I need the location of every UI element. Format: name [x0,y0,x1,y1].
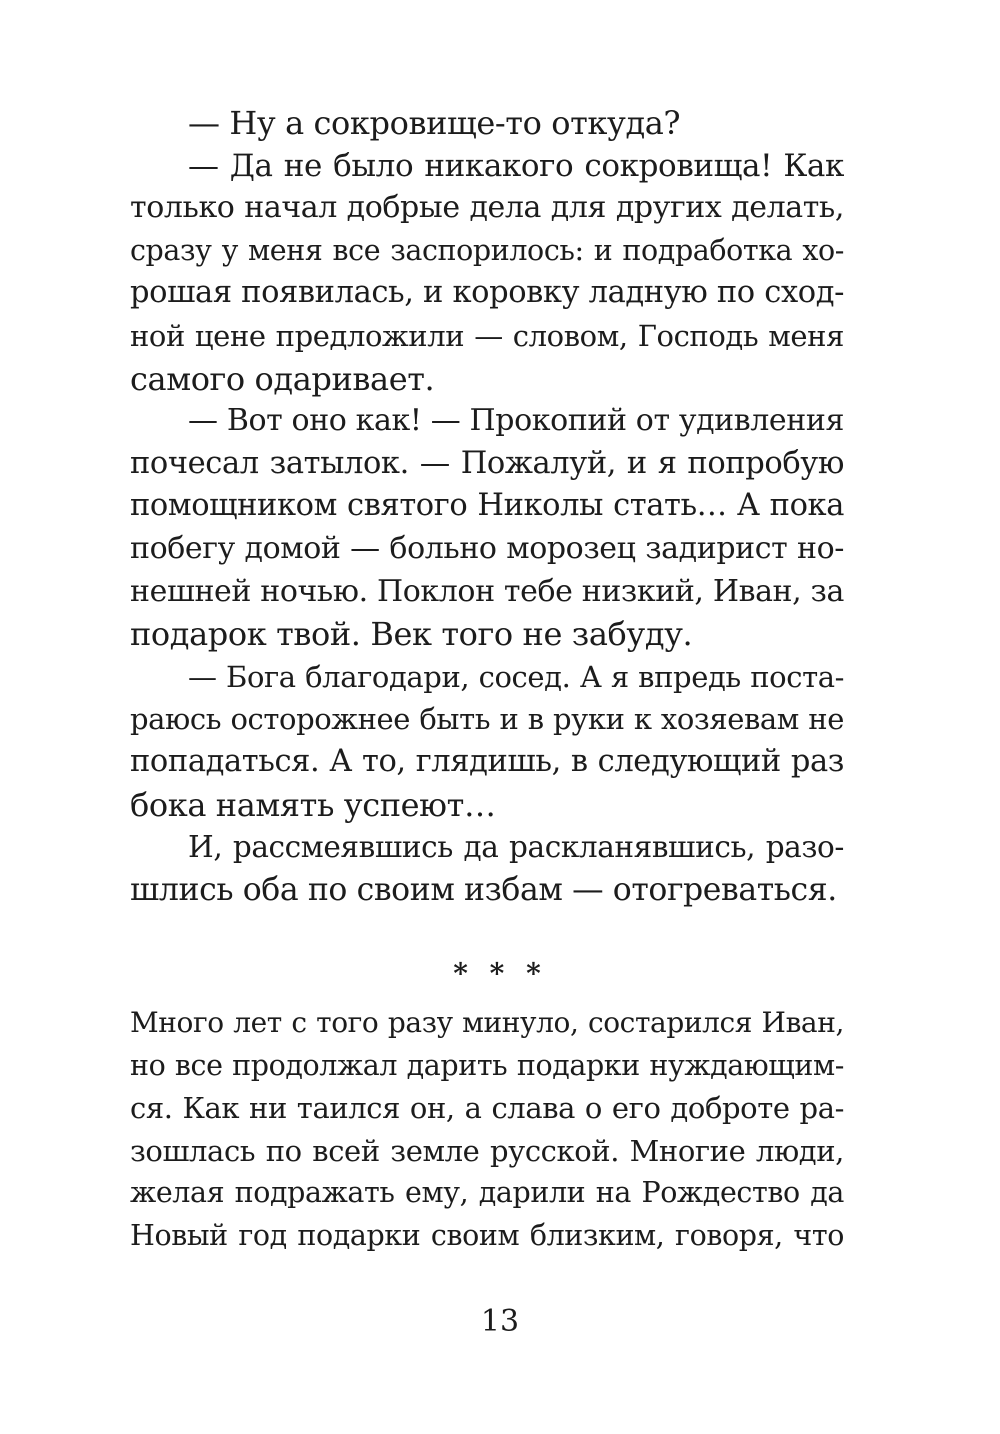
text-line: — Бога благодари, сосед. А я впредь поста- [188,659,844,694]
text-line: подарок твой. Век того не забуду. [130,615,693,654]
text-line: но все продолжал дарить подарки нуждающим- [130,1048,844,1082]
text-line: помощником святого Николы стать… А пока [130,488,844,524]
text-line: сразу у меня все заспорилось: и подработка хо- [130,233,844,267]
text-line: самого одаривает. [130,359,435,398]
text-line: нешней ночью. Поклон тебе низкий, Иван, за [130,573,844,609]
text-line: зошлась по всей земле русской. Многие люди, [130,1133,844,1168]
page-number: 13 [480,1304,520,1339]
text-line: Новый год подарки своим близким, говоря, что [130,1218,844,1252]
text-line: желая подражать ему, дарили на Рождество да [130,1176,844,1210]
text-line: Много лет с того разу минуло, состарился Иван, [130,1006,844,1039]
text-line: — Вот оно как! — Прокопий от удивления [188,403,844,439]
text-line: — Да не было никакого сокровища! Как [188,147,844,184]
narrative-section [130,1002,844,1258]
text-line: рошая появилась, и коровку ладную по сход- [130,275,844,311]
text-line: — Ну а сокровище-то откуда? [188,104,681,142]
text-line: ной цене предложили — словом, Господь меня [130,318,844,353]
text-line: ся. Как ни таился он, а слава о его доброте ра- [130,1091,844,1126]
section-separator: * * * [453,957,547,990]
text-line: бока намять успеют… [130,785,496,824]
text-line: И, рассмеявшись да раскланявшись, разо- [188,830,844,865]
text-line: побегу домой — больно морозец задирист но- [130,530,844,566]
text-line: почесал затылок. — Пожалуй, и я попробую [130,445,844,481]
text-line: раюсь осторожнее быть и в руки к хозяевам не [130,702,844,737]
text-line: шлись оба по своим избам — отогреваться. [130,871,837,908]
dialogue-section [130,102,844,911]
text-line: попадаться. А то, глядишь, в следующий раз [130,743,844,779]
text-line: только начал добрые дела для других делать, [130,190,844,226]
